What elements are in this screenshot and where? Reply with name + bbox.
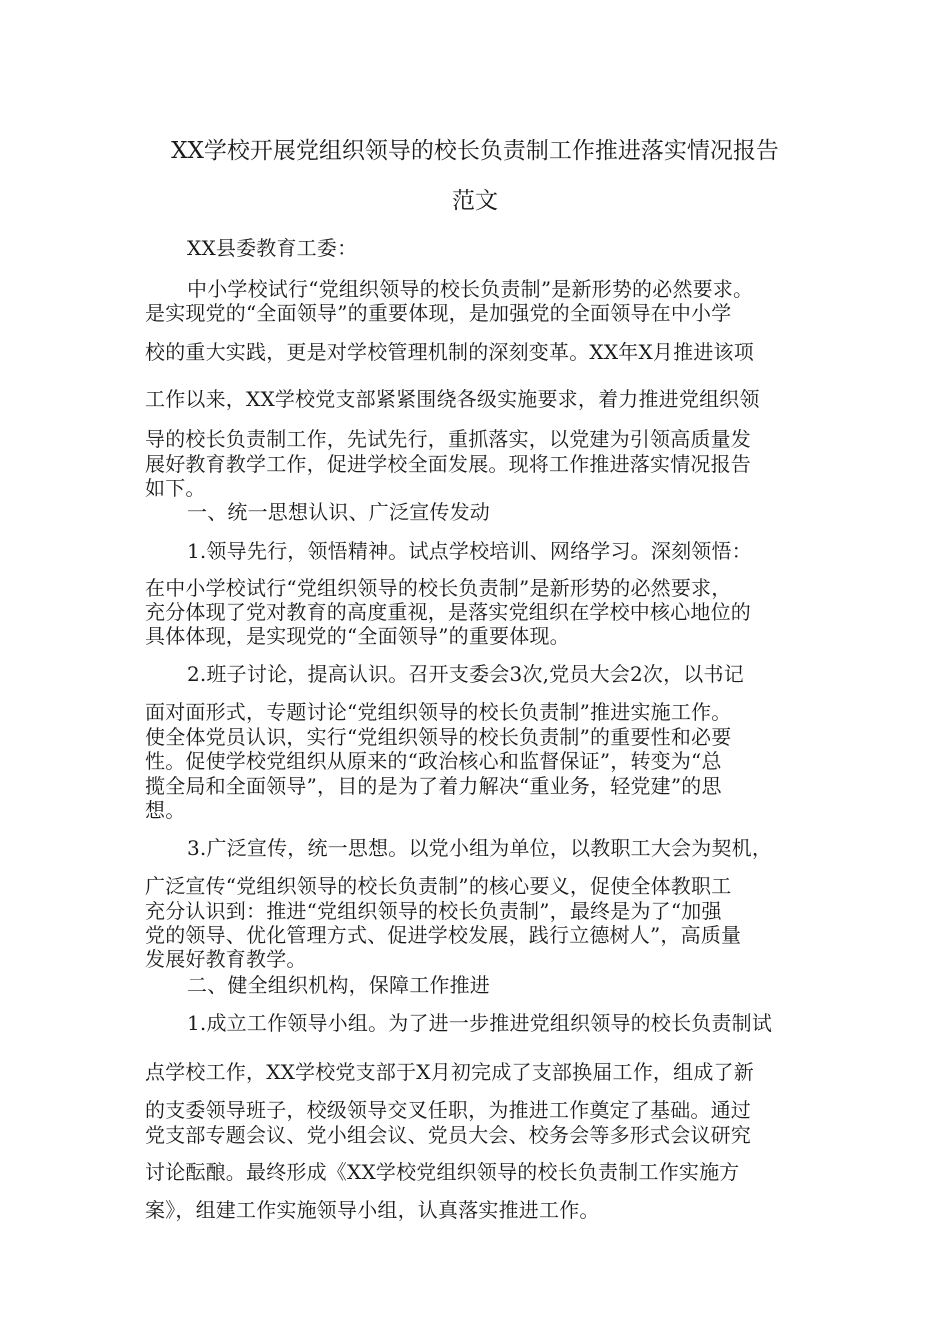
paragraph-line: 党支部专题会议、党小组会议、党员大会、校务会等多形式会议研究 [145, 1123, 751, 1147]
paragraph-line: 2.班子讨论，提高认识。召开支委会3次,党员大会2次，以书记 [187, 662, 744, 686]
paragraph-line: 1.成立工作领导小组。为了进一步推进党组织领导的校长负责制试 [187, 1011, 773, 1035]
paragraph-line: 校的重大实践，更是对学校管理机制的深刻变革。XX年X月推进该项 [145, 340, 754, 364]
paragraph-line: 是实现党的“全面领导”的重要体现，是加强党的全面领导在中小学 [145, 301, 732, 325]
salutation: XX县委教育工委： [187, 236, 358, 260]
paragraph-line: 党的领导、优化管理方式、促进学校发展，践行立德树人”，高质量 [145, 923, 742, 947]
paragraph-line: 讨论酝酿。最终形成《XX学校党组织领导的校长负责制工作实施方 [145, 1160, 740, 1184]
paragraph-line: 面对面形式，专题讨论“党组织领导的校长负责制”推进实施工作。 [145, 700, 732, 724]
paragraph-line: 在中小学校试行“党组织领导的校长负责制”是新形势的必然要求， [145, 576, 732, 600]
paragraph-line: 充分体现了党对教育的高度重视，是落实党组织在学校中核心地位的 [145, 600, 751, 624]
paragraph-line: 发展好教育教学。 [145, 947, 307, 971]
paragraph-line: 3.广泛宣传，统一思想。以党小组为单位，以教职工大会为契机， [187, 836, 773, 860]
paragraph-line: 充分认识到：推进“党组织领导的校长负责制”，最终是为了“加强 [145, 899, 722, 923]
paragraph-line: 具体体现，是实现党的“全面领导”的重要体现。 [145, 624, 570, 648]
paragraph-line: 工作以来，XX学校党支部紧紧围绕各级实施要求，着力推进党组织领 [145, 387, 760, 411]
paragraph-line: 如下。 [145, 476, 206, 500]
paragraph-line: 揽全局和全面领导”，目的是为了着力解决“重业务，轻党建”的思 [145, 774, 722, 798]
document-title-line-1: XX学校开展党组织领导的校长负责制工作推进落实情况报告 [171, 138, 779, 164]
paragraph-line: 导的校长负责制工作，先试先行，重抓落实，以党建为引领高质量发 [145, 427, 751, 451]
paragraph-line: 1.领导先行，领悟精神。试点学校培训、网络学习。深刻领悟： [187, 539, 752, 563]
paragraph-line: 性。促使学校党组织从原来的“政治核心和监督保证”，转变为“总 [145, 749, 722, 773]
paragraph-line: 点学校工作，XX学校党支部于X月初完成了支部换届工作，组成了新 [145, 1060, 754, 1084]
document-title-line-2: 范文 [452, 188, 498, 214]
section-heading-1: 一、统一思想认识、广泛宣传发动 [187, 500, 490, 524]
paragraph-line: 展好教育教学工作，促进学校全面发展。现将工作推进落实情况报告 [145, 452, 751, 476]
section-heading-2: 二、健全组织机构，保障工作推进 [187, 973, 490, 997]
paragraph-line: 使全体党员认识，实行“党组织领导的校长负责制”的重要性和必要 [145, 725, 732, 749]
paragraph-line: 的支委领导班子，校级领导交叉任职，为推进工作奠定了基础。通过 [145, 1098, 751, 1122]
paragraph-line: 想。 [145, 798, 186, 822]
paragraph-line: 广泛宣传“党组织领导的校长负责制”的核心要义，促使全体教职工 [145, 874, 732, 898]
paragraph-line: 中小学校试行“党组织领导的校长负责制”是新形势的必然要求。 [187, 277, 754, 301]
paragraph-line: 案》，组建工作实施领导小组，认真落实推进工作。 [145, 1198, 600, 1222]
